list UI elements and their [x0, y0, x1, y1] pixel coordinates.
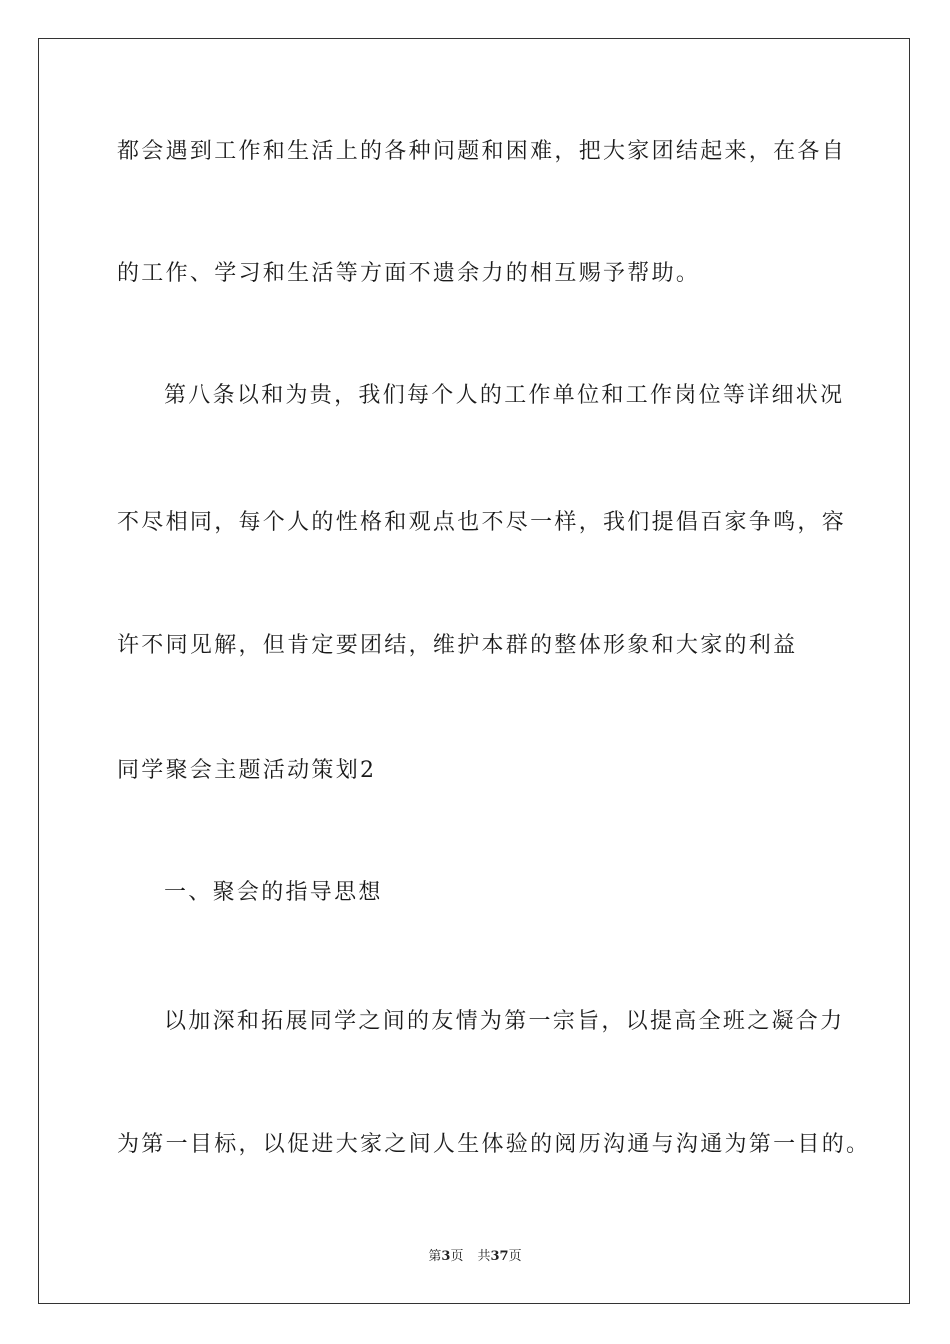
- footer-page-prefix: 第: [428, 1249, 442, 1264]
- footer-total-suffix: 页: [508, 1249, 522, 1264]
- body-line-1: 都会遇到工作和生活上的各种问题和困难，把大家团结起来，在各自: [117, 139, 847, 164]
- footer-total-pages: 37: [490, 1249, 509, 1264]
- page-border: [38, 38, 910, 1304]
- page-footer: [0, 1249, 950, 1265]
- body-line-4: 不尽相同，每个人的性格和观点也不尽一样，我们提倡百家争鸣，容: [117, 510, 847, 535]
- footer-total-prefix: 共: [477, 1249, 491, 1264]
- paragraph-line-2: 为第一目标，以促进大家之间人生体验的阅历沟通与沟通为第一目的。: [117, 1132, 871, 1157]
- footer-page-suffix: 页: [450, 1249, 464, 1264]
- footer-page-number: 3: [441, 1249, 451, 1264]
- paragraph-line-1: 以加深和拓展同学之间的友情为第一宗旨，以提高全班之凝合力: [164, 1009, 845, 1034]
- body-line-2: 的工作、学习和生活等方面不遗余力的相互赐予帮助。: [117, 261, 701, 286]
- subsection-heading: 一、聚会的指导思想: [164, 880, 383, 905]
- paragraph-article-8-line-1: 第八条以和为贵，我们每个人的工作单位和工作岗位等详细状况: [164, 383, 845, 408]
- section-heading: 同学聚会主题活动策划2: [117, 758, 377, 783]
- body-line-5: 许不同见解，但肯定要团结，维护本群的整体形象和大家的利益: [117, 633, 798, 658]
